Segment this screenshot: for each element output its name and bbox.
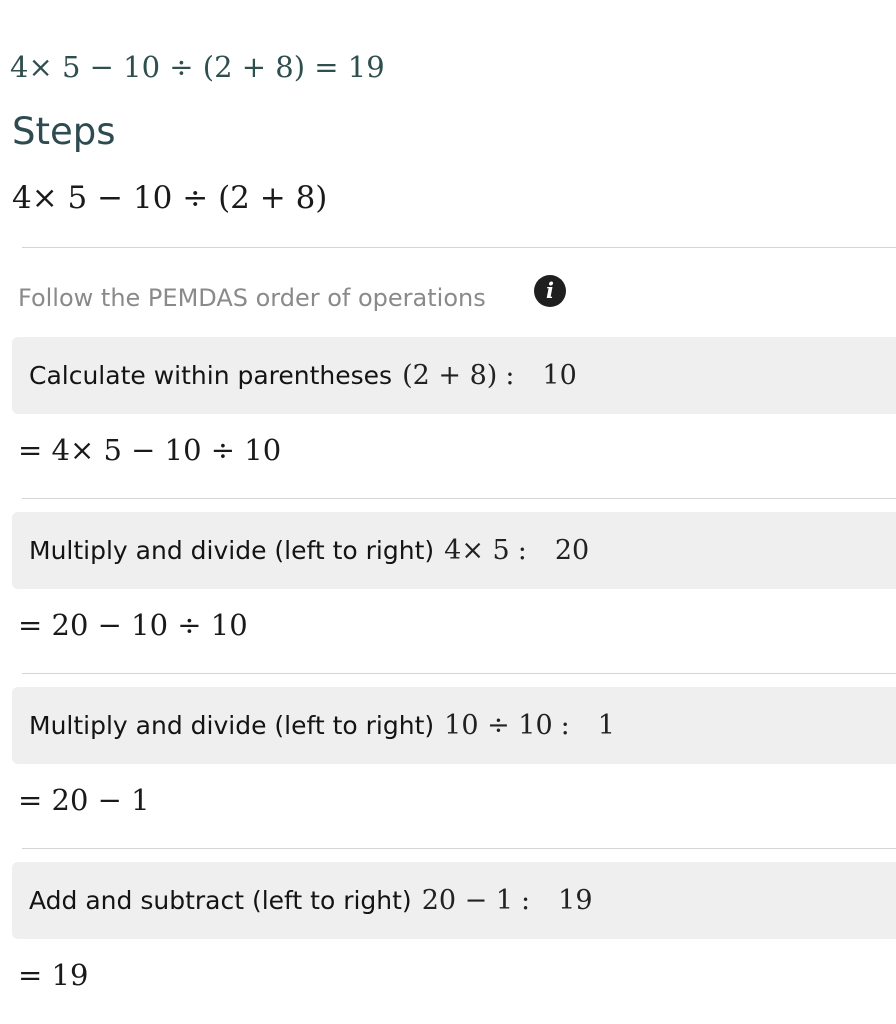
- info-icon[interactable]: i: [534, 275, 566, 307]
- step-result: 1: [597, 710, 615, 741]
- step-box-2[interactable]: [12, 512, 896, 589]
- step-expression: 10 ÷ 10: [444, 710, 553, 741]
- step-description: Multiply and divide (left to right): [29, 711, 435, 740]
- step-result: 10: [542, 360, 577, 391]
- step-result-line-1: = 4× 5 − 10 ÷ 10: [18, 433, 282, 467]
- step-result: 20: [554, 535, 590, 566]
- step-expression: 20 − 1: [421, 885, 514, 916]
- step-expression: (2 + 8): [402, 360, 498, 391]
- divider: [22, 247, 896, 248]
- step-result-line-3: = 20 − 1: [18, 783, 150, 817]
- step-result-line-4: = 19: [18, 958, 89, 992]
- step-colon: :: [521, 885, 531, 916]
- step-description: Calculate within parentheses: [29, 361, 393, 390]
- step-colon: :: [560, 710, 570, 741]
- step-box-3[interactable]: [12, 687, 896, 764]
- step-expression: 4× 5: [444, 535, 510, 566]
- divider: [22, 848, 896, 849]
- step-box-4[interactable]: [12, 862, 896, 939]
- step-result: 19: [558, 885, 593, 916]
- step-description: Multiply and divide (left to right): [29, 536, 435, 565]
- start-expression: 4× 5 − 10 ÷ (2 + 8): [12, 180, 328, 216]
- steps-heading: Steps: [12, 110, 116, 153]
- pemdas-instruction: Follow the PEMDAS order of operations: [18, 284, 486, 312]
- divider: [22, 673, 896, 674]
- step-result-line-2: = 20 − 10 ÷ 10: [18, 608, 248, 642]
- step-box-1[interactable]: [12, 337, 896, 414]
- step-colon: :: [517, 535, 527, 566]
- divider: [22, 498, 896, 499]
- step-colon: :: [505, 360, 515, 391]
- problem-equation: 4× 5 − 10 ÷ (2 + 8) = 19: [10, 50, 385, 84]
- step-description: Add and subtract (left to right): [29, 886, 412, 915]
